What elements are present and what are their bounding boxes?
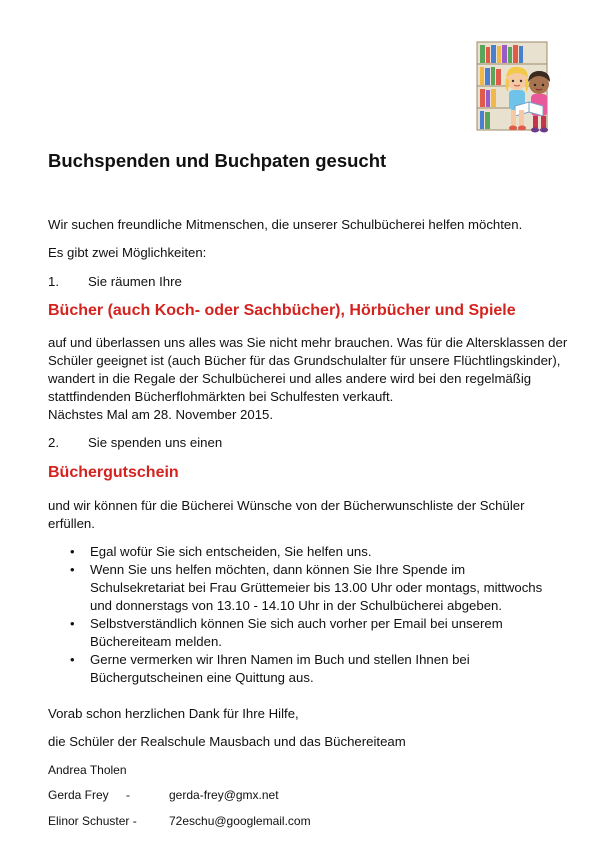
options-intro: Es gibt zwei Möglichkeiten: (48, 245, 207, 260)
document-title: Buchspenden und Buchpaten gesucht (48, 150, 387, 171)
list-item: • Selbstverständlich können Sie sich auch vorher per Email bei unserem Büchereiteam melden. (48, 615, 548, 651)
option1-text: Sie räumen Ihre (88, 274, 182, 289)
option1-highlight: Bücher (auch Koch- oder Sachbücher), Hörbücher und Spiele (48, 302, 516, 319)
thanks-text: Vorab schon herzlichen Dank für Ihre Hilfe, (48, 706, 299, 721)
contact-email: gerda-frey@gmx.net (169, 788, 279, 802)
contact-separator: - (126, 788, 130, 802)
option1-number: 1. (48, 274, 59, 289)
contact-name: Andrea Tholen (48, 763, 127, 777)
intro-text: Wir suchen freundliche Mitmenschen, die unserer Schulbücherei helfen möchten. (48, 217, 523, 232)
contact-name: Gerda Frey (48, 788, 109, 802)
closing-text: die Schüler der Realschule Mausbach und das Büchereiteam (48, 734, 406, 749)
option2-highlight: Büchergutschein (48, 464, 179, 481)
option1-next-date: Nächstes Mal am 28. November 2015. (48, 407, 274, 422)
option2-text: Sie spenden uns einen (88, 435, 223, 450)
option2-number: 2. (48, 435, 59, 450)
children-reading-books-icon (475, 40, 561, 135)
contact-name: Elinor Schuster - (48, 814, 137, 828)
list-item: • Gerne vermerken wir Ihren Namen im Buch und stellen Ihnen bei Büchergutscheinen eine Quittung aus. (48, 651, 548, 687)
list-item: • Egal wofür Sie sich entscheiden, Sie helfen uns. (48, 543, 548, 561)
option2-body: und wir können für die Bücherei Wünsche von der Bücherwunschliste der Schüler erfüllen. (48, 498, 525, 531)
bullet-list (48, 543, 548, 687)
option2-line (48, 435, 222, 450)
option1-line (48, 274, 182, 289)
contact-email: 72eschu@googlemail.com (169, 814, 311, 828)
list-item: • Wenn Sie uns helfen möchten, dann können Sie Ihre Spende im Schulsekretariat bei Frau Grüttemeier bis 13.00 Uhr oder montags, mittwochs und donnerstags von 13.10 - 14.10 Uhr in der Schulbücherei abgeben. (48, 561, 548, 615)
option1-body: auf und überlassen uns alles was Sie nicht mehr brauchen. Was für die Altersklassen der Schüler geeignet ist (auch Bücher für das Grundschulalter für unsere Flüchtlingskinder), wandert in die Regale der Schulbücherei und alles andere wird bei den regelmäßig stattfindenden Bücherflohmärkten bei Schulfesten verkauft. (48, 335, 568, 404)
